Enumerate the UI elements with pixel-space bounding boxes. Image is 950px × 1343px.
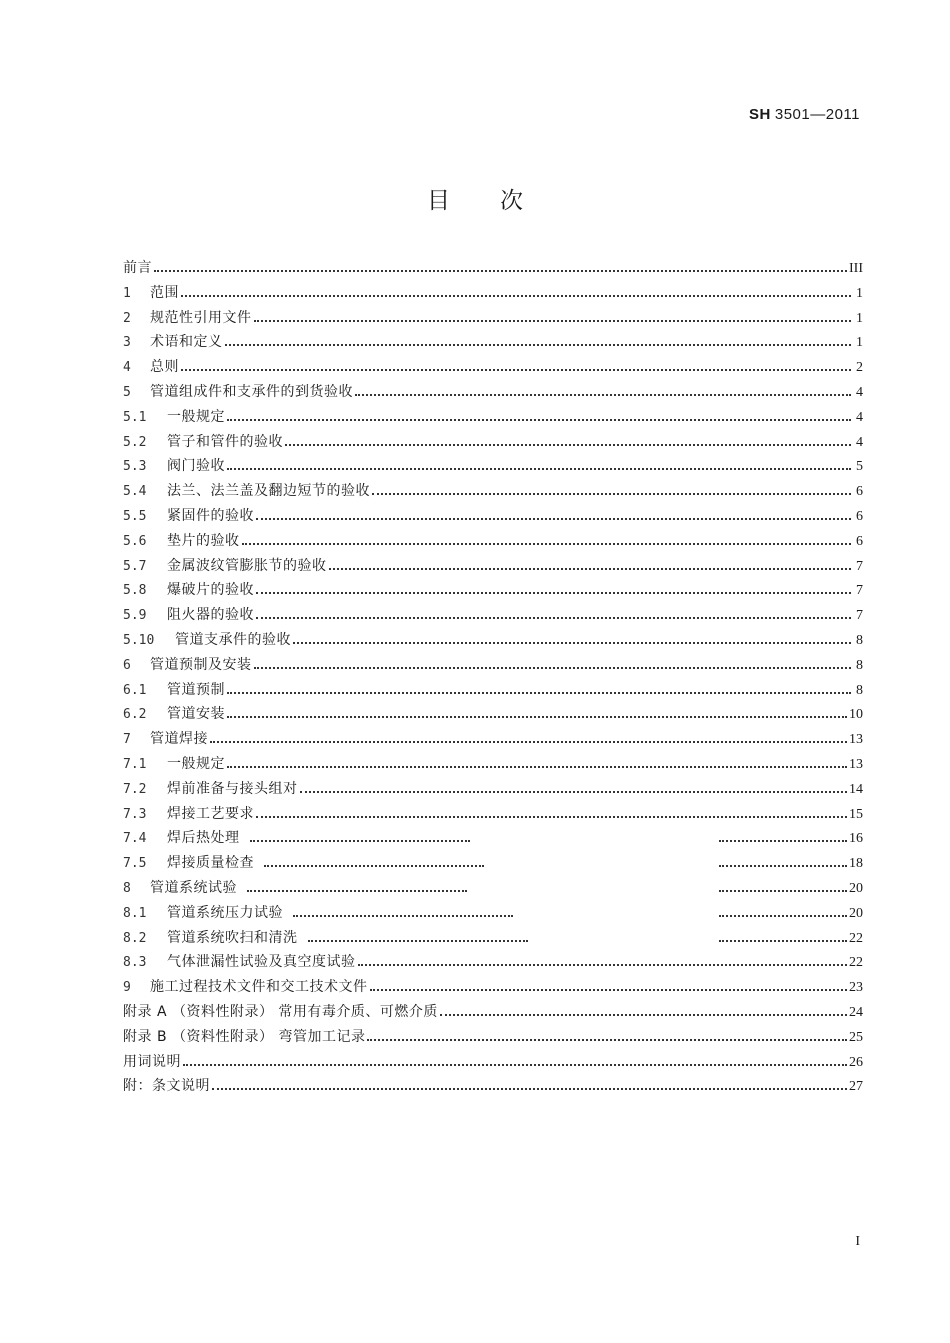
toc-entry-title: 管道预制 xyxy=(167,681,225,698)
toc-entry-number: 5.3 xyxy=(123,459,147,475)
toc-entry-title: 管道支承件的验收 xyxy=(175,631,291,648)
toc-entry-number: 7.4 xyxy=(123,831,147,847)
toc-entry-page: 13 xyxy=(849,732,863,748)
toc-entry-page: 4 xyxy=(856,384,863,400)
toc-entry[interactable] xyxy=(123,727,863,752)
toc-entry-number: 3 xyxy=(123,335,131,351)
toc-entry[interactable] xyxy=(123,678,863,703)
toc-entry-title: 垫片的验收 xyxy=(167,532,240,549)
toc-entry-page: 4 xyxy=(856,409,863,425)
toc-entry-title: 紧固件的验收 xyxy=(167,507,254,524)
toc-entry-page: 24 xyxy=(849,1004,863,1020)
toc-entry-number: 1 xyxy=(123,285,131,301)
toc-entry[interactable] xyxy=(123,876,863,901)
toc-entry[interactable] xyxy=(123,380,863,405)
toc-entry-number: 6.2 xyxy=(123,707,147,723)
toc-entry[interactable] xyxy=(123,281,863,306)
toc-entry[interactable] xyxy=(123,901,863,926)
toc-entry-page: 14 xyxy=(849,781,863,797)
toc-entry-title: 范围 xyxy=(150,284,179,301)
toc-entry-page: 4 xyxy=(856,434,863,450)
toc-leader-dots xyxy=(227,467,851,470)
toc-entry[interactable] xyxy=(123,702,863,727)
toc-entry[interactable] xyxy=(123,306,863,331)
toc-entry-title: 附录 B （资料性附录） 弯管加工记录 xyxy=(123,1028,366,1045)
toc-entry-title: 焊后热处理 xyxy=(167,830,240,847)
toc-entry-number: 5.5 xyxy=(123,508,147,524)
toc-entry-number: 7.1 xyxy=(123,756,147,772)
toc-entry-page: 8 xyxy=(856,657,863,673)
toc-entry-page: III xyxy=(849,261,863,276)
toc-entry-page: 25 xyxy=(849,1029,863,1045)
document-code-number: 3501—2011 xyxy=(774,106,860,123)
toc-leader-dots xyxy=(285,443,851,446)
toc-entry[interactable] xyxy=(123,653,863,678)
toc-leader-dots xyxy=(367,1038,847,1041)
toc-entry[interactable] xyxy=(123,256,863,281)
toc-entry[interactable] xyxy=(123,628,863,653)
toc-entry-number: 7 xyxy=(123,732,131,748)
toc-entry-page: 27 xyxy=(849,1079,863,1095)
toc-leader-dots xyxy=(240,839,850,848)
toc-entry[interactable] xyxy=(123,454,863,479)
toc-entry-number: 5.8 xyxy=(123,583,147,599)
toc-entry-number: 6 xyxy=(123,657,131,673)
toc-entry[interactable] xyxy=(123,826,863,851)
toc-leader-dots xyxy=(298,939,850,948)
toc-entry-title: 管道焊接 xyxy=(150,731,208,748)
toc-leader-dots xyxy=(227,418,851,421)
toc-entry[interactable] xyxy=(123,1074,863,1099)
toc-leader-dots xyxy=(227,765,847,768)
toc-entry[interactable] xyxy=(123,950,863,975)
toc-entry-title: 金属波纹管膨胀节的验收 xyxy=(167,557,327,574)
toc-entry-page: 22 xyxy=(849,930,863,946)
toc-entry-page: 15 xyxy=(849,806,863,822)
toc-entry-page: 6 xyxy=(856,484,863,500)
toc-entry-number: 8.1 xyxy=(123,905,147,921)
page-number: I xyxy=(855,1234,860,1249)
toc-leader-dots xyxy=(358,963,848,966)
document-code xyxy=(749,106,860,123)
toc-entry-title: 焊接质量检查 xyxy=(167,855,254,872)
toc-entry-title: 爆破片的验收 xyxy=(167,582,254,599)
toc-entry-page: 18 xyxy=(849,856,863,872)
toc-entry[interactable] xyxy=(123,504,863,529)
toc-leader-dots xyxy=(242,542,852,545)
toc-entry[interactable] xyxy=(123,578,863,603)
toc-entry-page: 7 xyxy=(856,558,863,574)
toc-entry-title: 一般规定 xyxy=(167,755,225,772)
toc-entry-page: 6 xyxy=(856,533,863,549)
toc-entry-page: 8 xyxy=(856,682,863,698)
toc-leader-dots xyxy=(256,517,851,520)
toc-leader-dots xyxy=(183,1063,847,1066)
toc-entry[interactable] xyxy=(123,430,863,455)
toc-entry[interactable] xyxy=(123,926,863,951)
toc-entry-number: 5.6 xyxy=(123,533,147,549)
toc-entry-title: 总则 xyxy=(150,359,179,376)
toc-entry-page: 1 xyxy=(856,335,863,351)
toc-entry-number: 8 xyxy=(123,880,131,896)
toc-entry[interactable] xyxy=(123,603,863,628)
toc-entry-page: 7 xyxy=(856,608,863,624)
toc-leader-dots xyxy=(293,641,851,644)
toc-entry-number: 2 xyxy=(123,310,131,326)
toc-leader-dots xyxy=(256,591,851,594)
toc-entry-title: 管子和管件的验收 xyxy=(167,433,283,450)
toc-entry-number: 8.2 xyxy=(123,930,147,946)
toc-leader-dots xyxy=(440,1013,847,1016)
toc-entry-title: 管道组成件和支承件的到货验收 xyxy=(150,383,353,400)
toc-leader-dots xyxy=(300,790,848,793)
toc-entry-title: 术语和定义 xyxy=(150,334,223,351)
toc-entry-page: 6 xyxy=(856,508,863,524)
toc-leader-dots xyxy=(254,864,849,873)
toc-entry[interactable] xyxy=(123,330,863,355)
toc-entry[interactable] xyxy=(123,1000,863,1025)
toc-entry-page: 26 xyxy=(849,1054,863,1070)
toc-entry-page: 22 xyxy=(849,955,863,971)
toc-leader-dots xyxy=(212,1087,847,1090)
toc-entry-number: 7.3 xyxy=(123,806,147,822)
toc-entry-title: 焊前准备与接头组对 xyxy=(167,780,298,797)
toc-leader-dots xyxy=(370,988,848,991)
toc-entry[interactable] xyxy=(123,529,863,554)
toc-entry-page: 23 xyxy=(849,980,863,996)
toc-entry-page: 8 xyxy=(856,632,863,648)
toc-entry-title: 管道安装 xyxy=(167,706,225,723)
toc-entry-number: 5.9 xyxy=(123,608,147,624)
toc-entry-title: 一般规定 xyxy=(167,408,225,425)
toc-entry-page: 5 xyxy=(856,459,863,475)
toc-entry-title: 阻火器的验收 xyxy=(167,607,254,624)
toc-leader-dots xyxy=(210,740,847,743)
toc-entry[interactable] xyxy=(123,975,863,1000)
toc-entry-title: 阀门验收 xyxy=(167,458,225,475)
toc-entry-title: 管道预制及安装 xyxy=(150,656,252,673)
toc-entry[interactable] xyxy=(123,355,863,380)
toc-entry-number: 5.2 xyxy=(123,434,147,450)
toc-leader-dots xyxy=(254,666,852,669)
toc-entry-title: 用词说明 xyxy=(123,1053,181,1070)
toc-entry[interactable] xyxy=(123,752,863,777)
toc-entry-page: 2 xyxy=(856,360,863,376)
toc-entry[interactable] xyxy=(123,777,863,802)
toc-entry-page: 16 xyxy=(849,831,863,847)
toc-leader-dots xyxy=(227,691,851,694)
page-title-part2: 次 xyxy=(500,188,523,214)
toc-entry-number: 5.7 xyxy=(123,558,147,574)
page-title-part1: 目 xyxy=(427,188,450,214)
toc-entry-title: 管道系统试验 xyxy=(150,879,237,896)
toc-entry-page: 10 xyxy=(849,707,863,723)
toc-entry-number: 5.1 xyxy=(123,409,147,425)
toc-entry-page: 20 xyxy=(849,880,863,896)
toc-entry-title: 附：条文说明 xyxy=(123,1078,210,1095)
toc-leader-dots xyxy=(181,294,851,297)
toc-entry[interactable] xyxy=(123,802,863,827)
toc-entry[interactable] xyxy=(123,479,863,504)
toc-entry-title: 焊接工艺要求 xyxy=(167,805,254,822)
toc-entry[interactable] xyxy=(123,554,863,579)
toc-leader-dots xyxy=(181,368,851,371)
toc-leader-dots xyxy=(154,269,847,272)
table-of-contents xyxy=(123,256,863,1099)
toc-entry-number: 5.4 xyxy=(123,484,147,500)
toc-entry-title: 规范性引用文件 xyxy=(150,309,252,326)
toc-entry-number: 8.3 xyxy=(123,955,147,971)
toc-leader-dots xyxy=(227,715,847,718)
toc-leader-dots xyxy=(225,343,852,346)
toc-entry-page: 7 xyxy=(856,583,863,599)
toc-leader-dots xyxy=(355,393,851,396)
toc-entry-number: 6.1 xyxy=(123,682,147,698)
toc-entry[interactable] xyxy=(123,405,863,430)
toc-entry-number: 4 xyxy=(123,360,131,376)
toc-entry[interactable] xyxy=(123,1025,863,1050)
page-title xyxy=(0,182,950,215)
toc-entry-page: 13 xyxy=(849,756,863,772)
toc-leader-dots xyxy=(256,616,851,619)
toc-entry[interactable] xyxy=(123,851,863,876)
toc-leader-dots xyxy=(372,492,851,495)
toc-entry[interactable] xyxy=(123,1050,863,1075)
toc-entry-title: 法兰、法兰盖及翻边短节的验收 xyxy=(167,483,370,500)
document-code-prefix: SH xyxy=(749,106,771,123)
toc-entry-page: 1 xyxy=(856,285,863,301)
toc-leader-dots xyxy=(283,914,849,923)
toc-entry-number: 9 xyxy=(123,980,131,996)
toc-entry-title: 施工过程技术文件和交工技术文件 xyxy=(150,979,368,996)
toc-entry-title: 附录 A （资料性附录） 常用有毒介质、可燃介质 xyxy=(123,1003,438,1020)
toc-entry-number: 7.2 xyxy=(123,781,147,797)
toc-entry-number: 7.5 xyxy=(123,856,147,872)
toc-entry-title: 管道系统吹扫和清洗 xyxy=(167,929,298,946)
toc-entry-title: 前言 xyxy=(123,260,152,276)
toc-leader-dots xyxy=(329,567,852,570)
toc-leader-dots xyxy=(256,815,847,818)
toc-entry-number: 5.10 xyxy=(123,632,155,648)
toc-entry-page: 1 xyxy=(856,310,863,326)
toc-entry-number: 5 xyxy=(123,384,131,400)
toc-entry-page: 20 xyxy=(849,905,863,921)
toc-entry-title: 气体泄漏性试验及真空度试验 xyxy=(167,954,356,971)
toc-leader-dots xyxy=(237,889,849,898)
toc-entry-title: 管道系统压力试验 xyxy=(167,904,283,921)
toc-leader-dots xyxy=(254,319,852,322)
